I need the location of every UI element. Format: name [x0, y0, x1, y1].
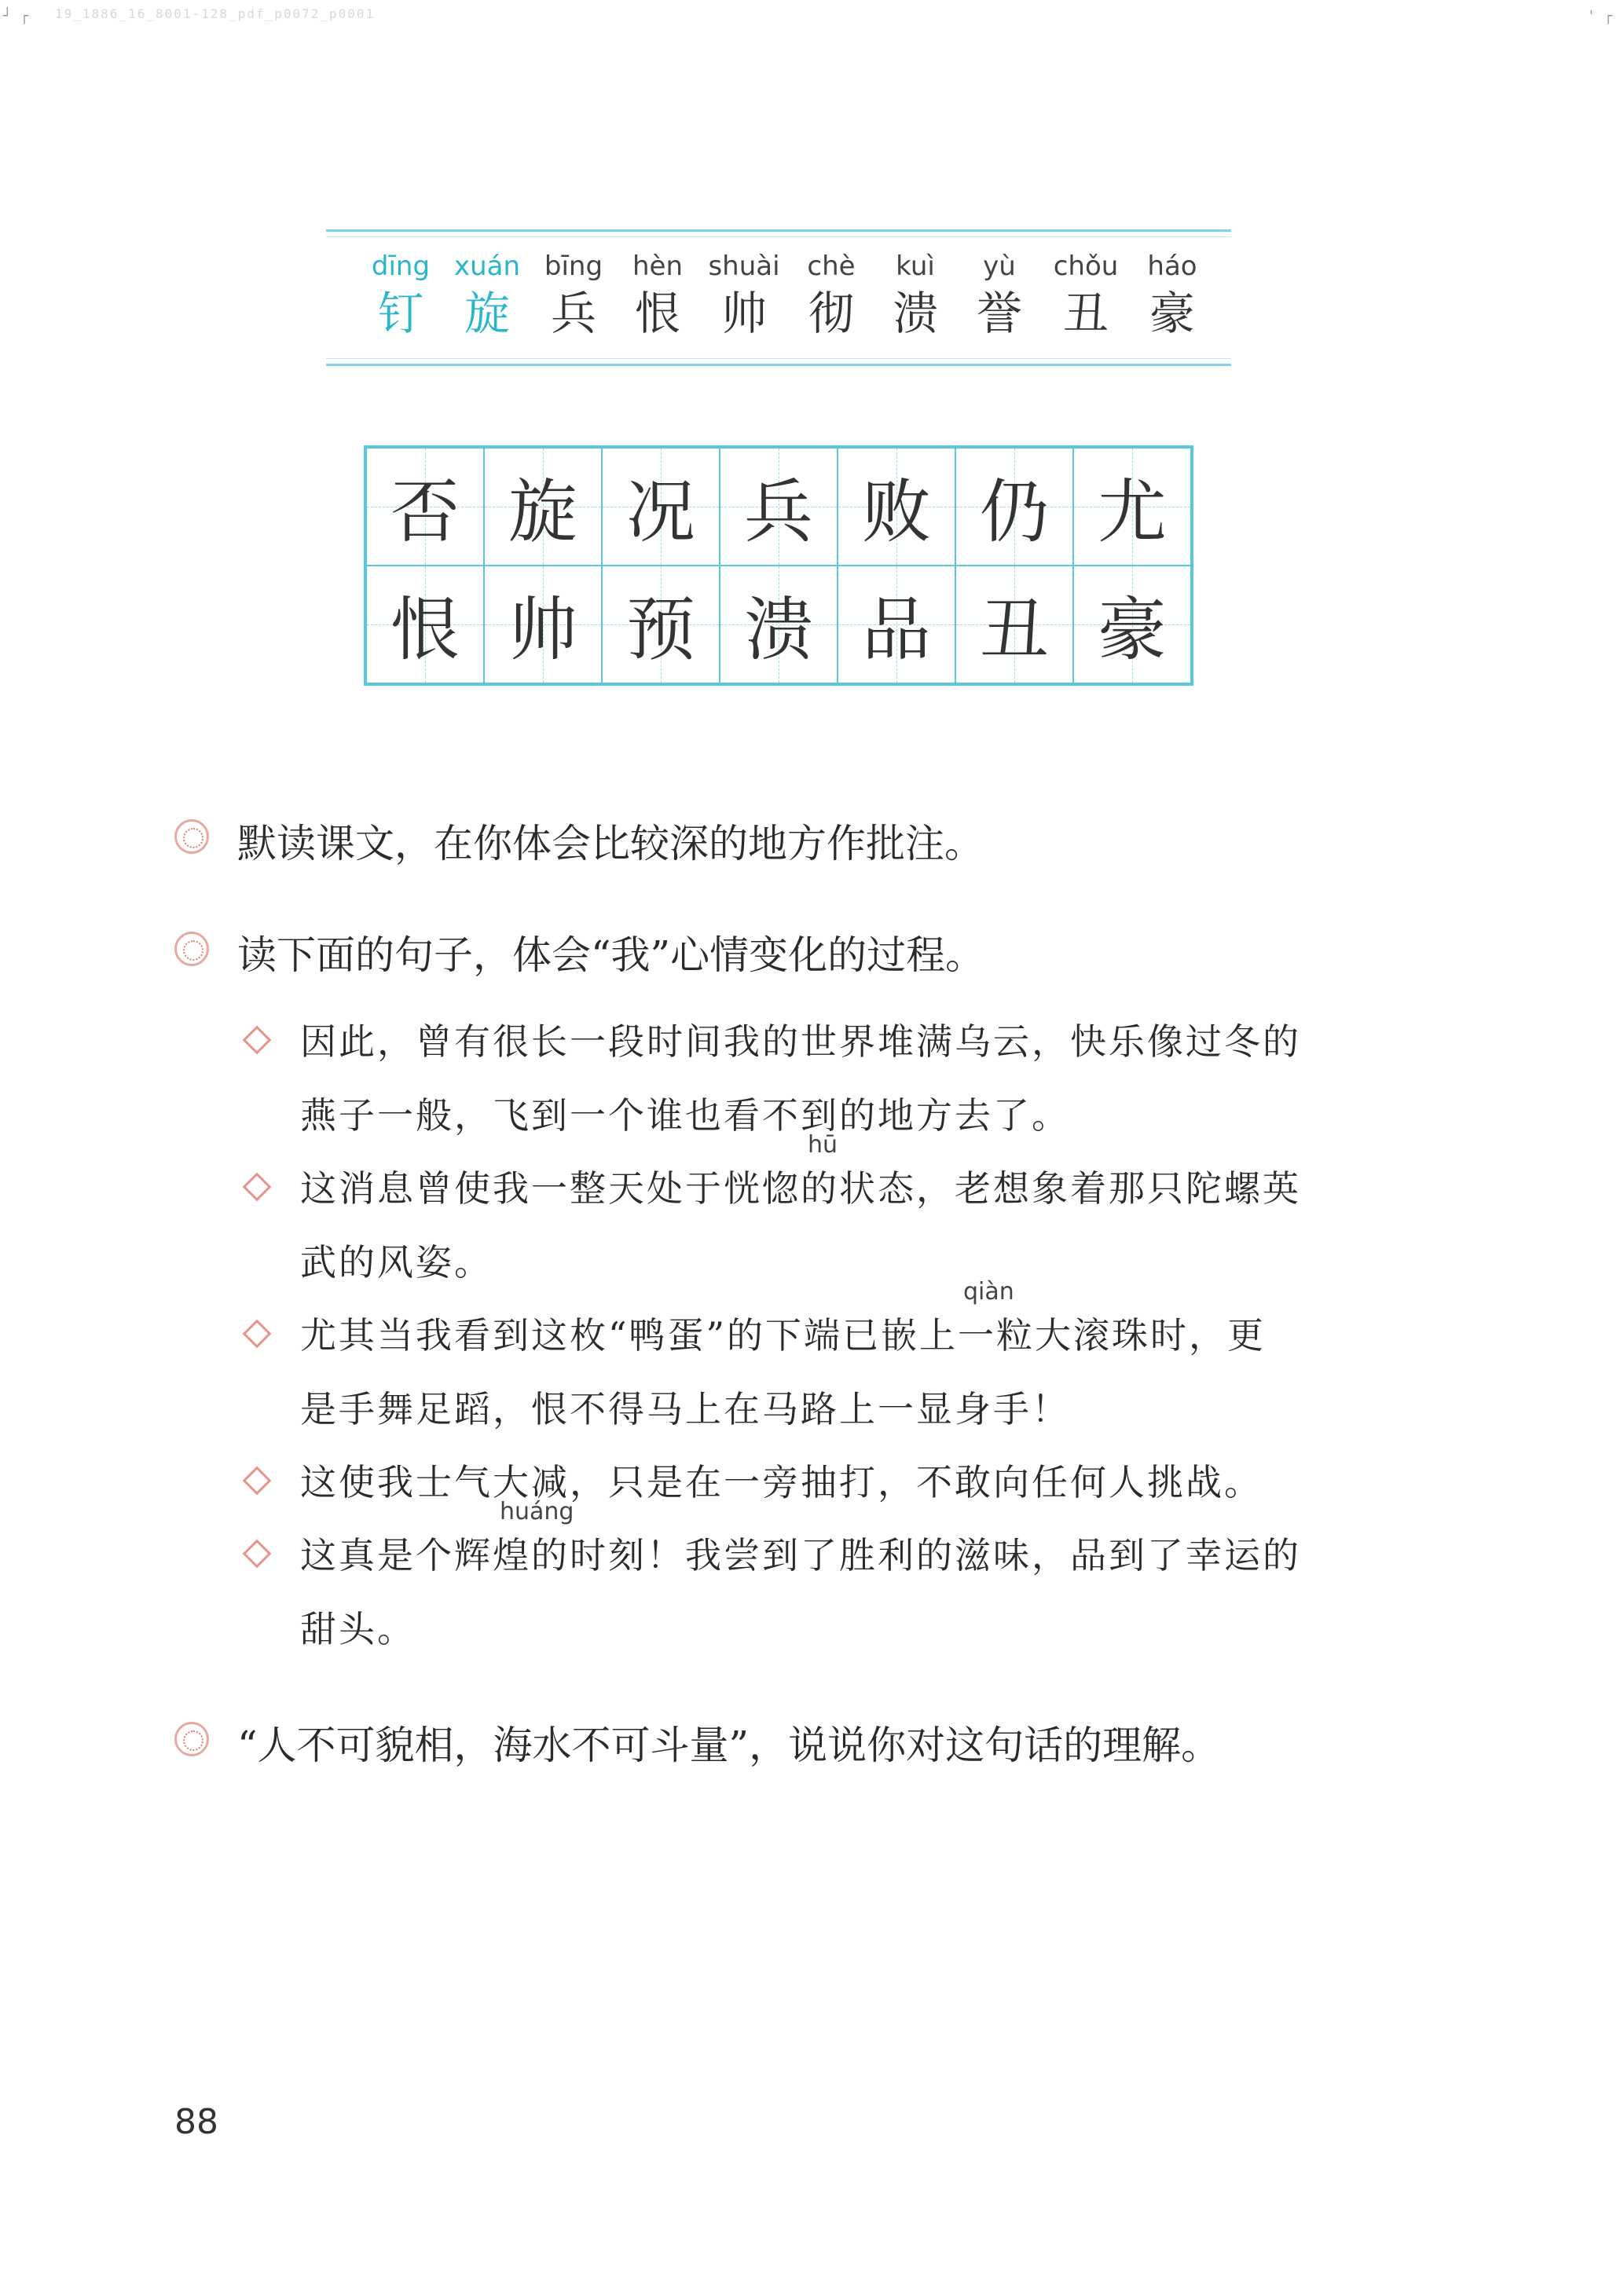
pinyin-char-pair — [956, 249, 1043, 343]
character-label: 豪 — [1149, 287, 1195, 340]
pinyin-char-pair — [614, 249, 701, 343]
pinyin-label: chǒu — [1053, 251, 1119, 282]
sentence-3-line-1: 尤其当我看到这枚“鸭蛋”的下端已嵌上一粒大滚珠时，更 — [300, 1314, 1267, 1357]
sentence-4-line-1: 这使我士气大减，只是在一旁抽打，不敢向任何人挑战。 — [300, 1461, 1263, 1503]
grid-character: 预 — [625, 589, 695, 670]
scan-mark-text: 19_1886_16_8001-128_pdf_p0072_p0001 — [55, 6, 376, 21]
character-label: 丑 — [1062, 287, 1109, 340]
grid-cell — [484, 566, 602, 683]
sentence-2-line-1: 这消息曾使我一整天处于恍惚的状态，老想象着那只陀螺英 — [300, 1167, 1301, 1210]
character-label: 帅 — [720, 287, 767, 340]
sentence-2-line-2: 武的风姿。 — [300, 1241, 493, 1283]
pinyin-strip — [326, 229, 1231, 366]
sentence-3-line-2: 是手舞足蹈，恨不得马上在马路上一显身手！ — [300, 1388, 1070, 1430]
character-label: 旋 — [464, 287, 510, 340]
grid-cell — [1073, 448, 1191, 566]
sentence-5-line-1: 这真是个辉煌的时刻！我尝到了胜利的滋味，品到了幸运的 — [300, 1534, 1301, 1576]
grid-character: 丑 — [979, 589, 1049, 670]
exercise-marker-icon — [174, 932, 209, 966]
grid-cell — [366, 566, 484, 683]
exercise-1-text: 默读课文，在你体会比较深的地方作批注。 — [237, 821, 984, 866]
grid-character: 兵 — [743, 471, 813, 552]
pinyin-char-pair — [530, 249, 617, 343]
pinyin-label: xuán — [453, 251, 521, 282]
pinyin-label: shuài — [708, 251, 780, 282]
grid-cell — [720, 566, 838, 683]
pinyin-label: kuì — [896, 251, 935, 282]
pinyin-label: yù — [983, 251, 1016, 282]
grid-character: 恨 — [390, 589, 460, 670]
grid-cell — [602, 448, 720, 566]
exercise-2-text: 读下面的句子，体会“我”心情变化的过程。 — [237, 932, 985, 978]
scan-mark-right: ' ┌ — [1587, 8, 1613, 24]
pinyin-char-pair — [1043, 249, 1129, 343]
character-label: 钉 — [377, 287, 423, 340]
grid-character: 败 — [861, 471, 931, 552]
bullet-diamond-icon — [243, 1173, 272, 1202]
bullet-diamond-icon — [243, 1320, 272, 1349]
grid-character: 旋 — [508, 471, 577, 552]
grid-character: 溃 — [743, 589, 813, 670]
page-number: 88 — [174, 2102, 218, 2142]
grid-character: 仍 — [979, 471, 1049, 552]
pinyin-char-pair — [357, 249, 444, 343]
pinyin-annotation: qiàn — [963, 1278, 1014, 1305]
grid-cell — [838, 566, 955, 683]
pinyin-annotation: hū — [808, 1131, 838, 1159]
bullet-diamond-icon — [243, 1026, 272, 1055]
pinyin-char-pair — [1129, 249, 1215, 343]
pinyin-char-pair — [701, 249, 787, 343]
grid-character: 帅 — [508, 589, 577, 670]
pinyin-char-pair — [788, 249, 874, 343]
grid-cell — [838, 448, 955, 566]
pinyin-char-pair — [444, 249, 530, 343]
pinyin-label: háo — [1147, 251, 1197, 282]
pinyin-char-pair — [872, 249, 959, 343]
sentence-5-line-2: 甜头。 — [300, 1608, 416, 1650]
sentence-1-line-1: 因此，曾有很长一段时间我的世界堆满乌云，快乐像过冬的 — [300, 1020, 1301, 1063]
grid-character: 品 — [861, 589, 931, 670]
pinyin-label: chè — [807, 251, 856, 282]
grid-cell — [1073, 566, 1191, 683]
exercise-marker-icon — [174, 1722, 209, 1756]
grid-character: 否 — [390, 471, 460, 552]
grid-character: 豪 — [1097, 589, 1167, 670]
character-label: 恨 — [634, 287, 680, 340]
pinyin-label: hèn — [632, 251, 683, 282]
character-label: 誉 — [976, 287, 1022, 340]
bullet-diamond-icon — [243, 1540, 272, 1569]
grid-cell — [955, 448, 1073, 566]
pinyin-label: bīng — [544, 251, 603, 282]
grid-cell — [484, 448, 602, 566]
bullet-diamond-icon — [243, 1467, 272, 1496]
character-label: 溃 — [892, 287, 938, 340]
character-label: 彻 — [808, 287, 854, 340]
scan-mark-left: ┘ ┌ — [3, 8, 29, 24]
grid-cell — [955, 566, 1073, 683]
grid-cell — [366, 448, 484, 566]
exercise-3-text: “人不可貌相，海水不可斗量”，说说你对这句话的理解。 — [237, 1723, 1221, 1768]
grid-cell — [602, 566, 720, 683]
pinyin-annotation: huáng — [500, 1498, 574, 1525]
sentence-1-line-2: 燕子一般，飞到一个谁也看不到的地方去了。 — [300, 1094, 1070, 1137]
grid-character: 尤 — [1097, 471, 1167, 552]
pinyin-label: dīng — [371, 251, 431, 282]
character-label: 兵 — [550, 287, 596, 340]
grid-cell — [720, 448, 838, 566]
writing-grid — [364, 445, 1193, 686]
exercise-marker-icon — [174, 819, 209, 854]
grid-character: 况 — [625, 471, 695, 552]
